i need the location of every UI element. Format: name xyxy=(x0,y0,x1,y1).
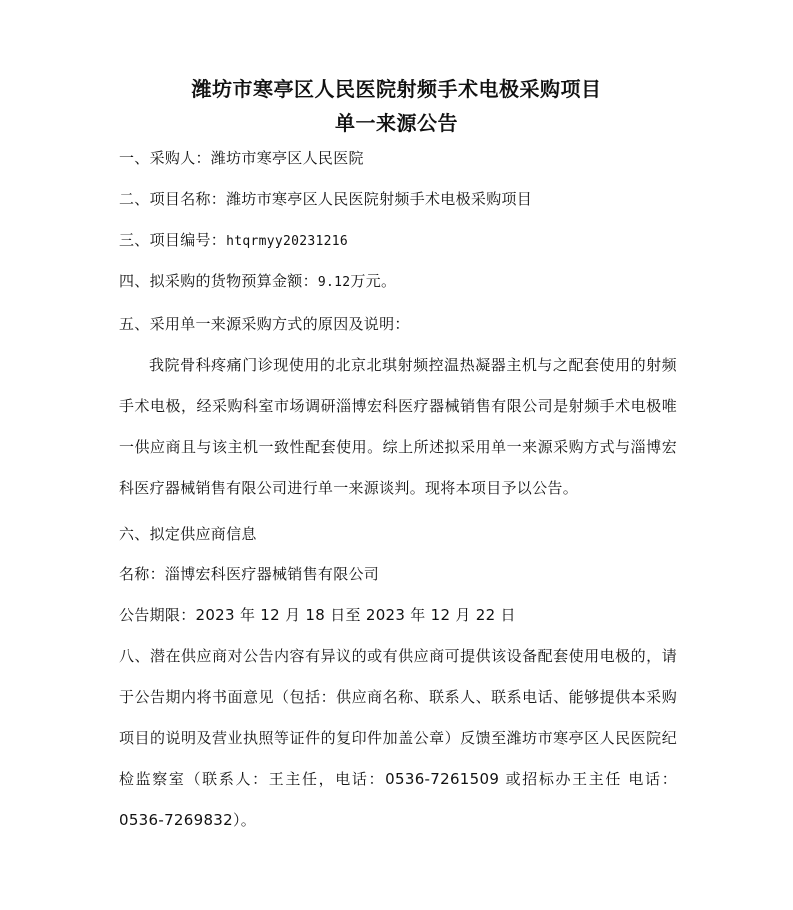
reason-heading: 五、采用单一来源采购方式的原因及说明： xyxy=(119,315,410,333)
project-name-line: 二、项目名称：潍坊市寒亭区人民医院射频手术电极采购项目 xyxy=(119,190,533,208)
budget-line xyxy=(119,270,679,294)
supplier-heading: 六、拟定供应商信息 xyxy=(119,525,257,543)
budget-unit: 万元。 xyxy=(350,272,397,290)
reason-paragraph: 我院骨科疼痛门诊现使用的北京北琪射频控温热凝器主机与之配套使用的射频手术电极，经采购科室市场调研淄博宏科医疗器械销售有限公司是射频手术电极唯一供应商且与该主机一致性配套使用。综上所述拟采用单一来源采购方式与淄博宏科医疗器械销售有限公司进行单一来源谈判。现将本项目予以公告。 xyxy=(119,356,677,497)
supplier-name-line: 名称：淄博宏科医疗器械销售有限公司 xyxy=(119,565,380,583)
project-number-label: 三、项目编号： xyxy=(119,231,227,249)
document-subtitle: 单一来源公告 xyxy=(335,111,458,135)
project-number-value: htqrmyy20231216 xyxy=(226,234,349,249)
objection-paragraph: 八、潜在供应商对公告内容有异议的或有供应商可提供该设备配套使用电极的，请于公告期内将书面意见（包括：供应商名称、联系人、联系电话、能够提供本采购项目的说明及营业执照等证件的复印件加盖公章）反馈至潍坊市寒亭区人民医院纪检监察室（联系人：王主任，电话：0536-7261509 或招标办王主任 电话：0536-7269832）。 xyxy=(119,647,677,829)
budget-value: 9.12 xyxy=(317,275,351,290)
budget-label: 四、拟采购的货物预算金额： xyxy=(119,272,318,290)
purchaser-line: 一、采购人：潍坊市寒亭区人民医院 xyxy=(119,149,364,167)
notice-period-line: 公告期限：2023 年 12 月 18 日至 2023 年 12 月 22 日 xyxy=(119,606,516,624)
project-number-line xyxy=(119,229,679,253)
document-title: 潍坊市寒亭区人民医院射频手术电极采购项目 xyxy=(191,77,602,101)
